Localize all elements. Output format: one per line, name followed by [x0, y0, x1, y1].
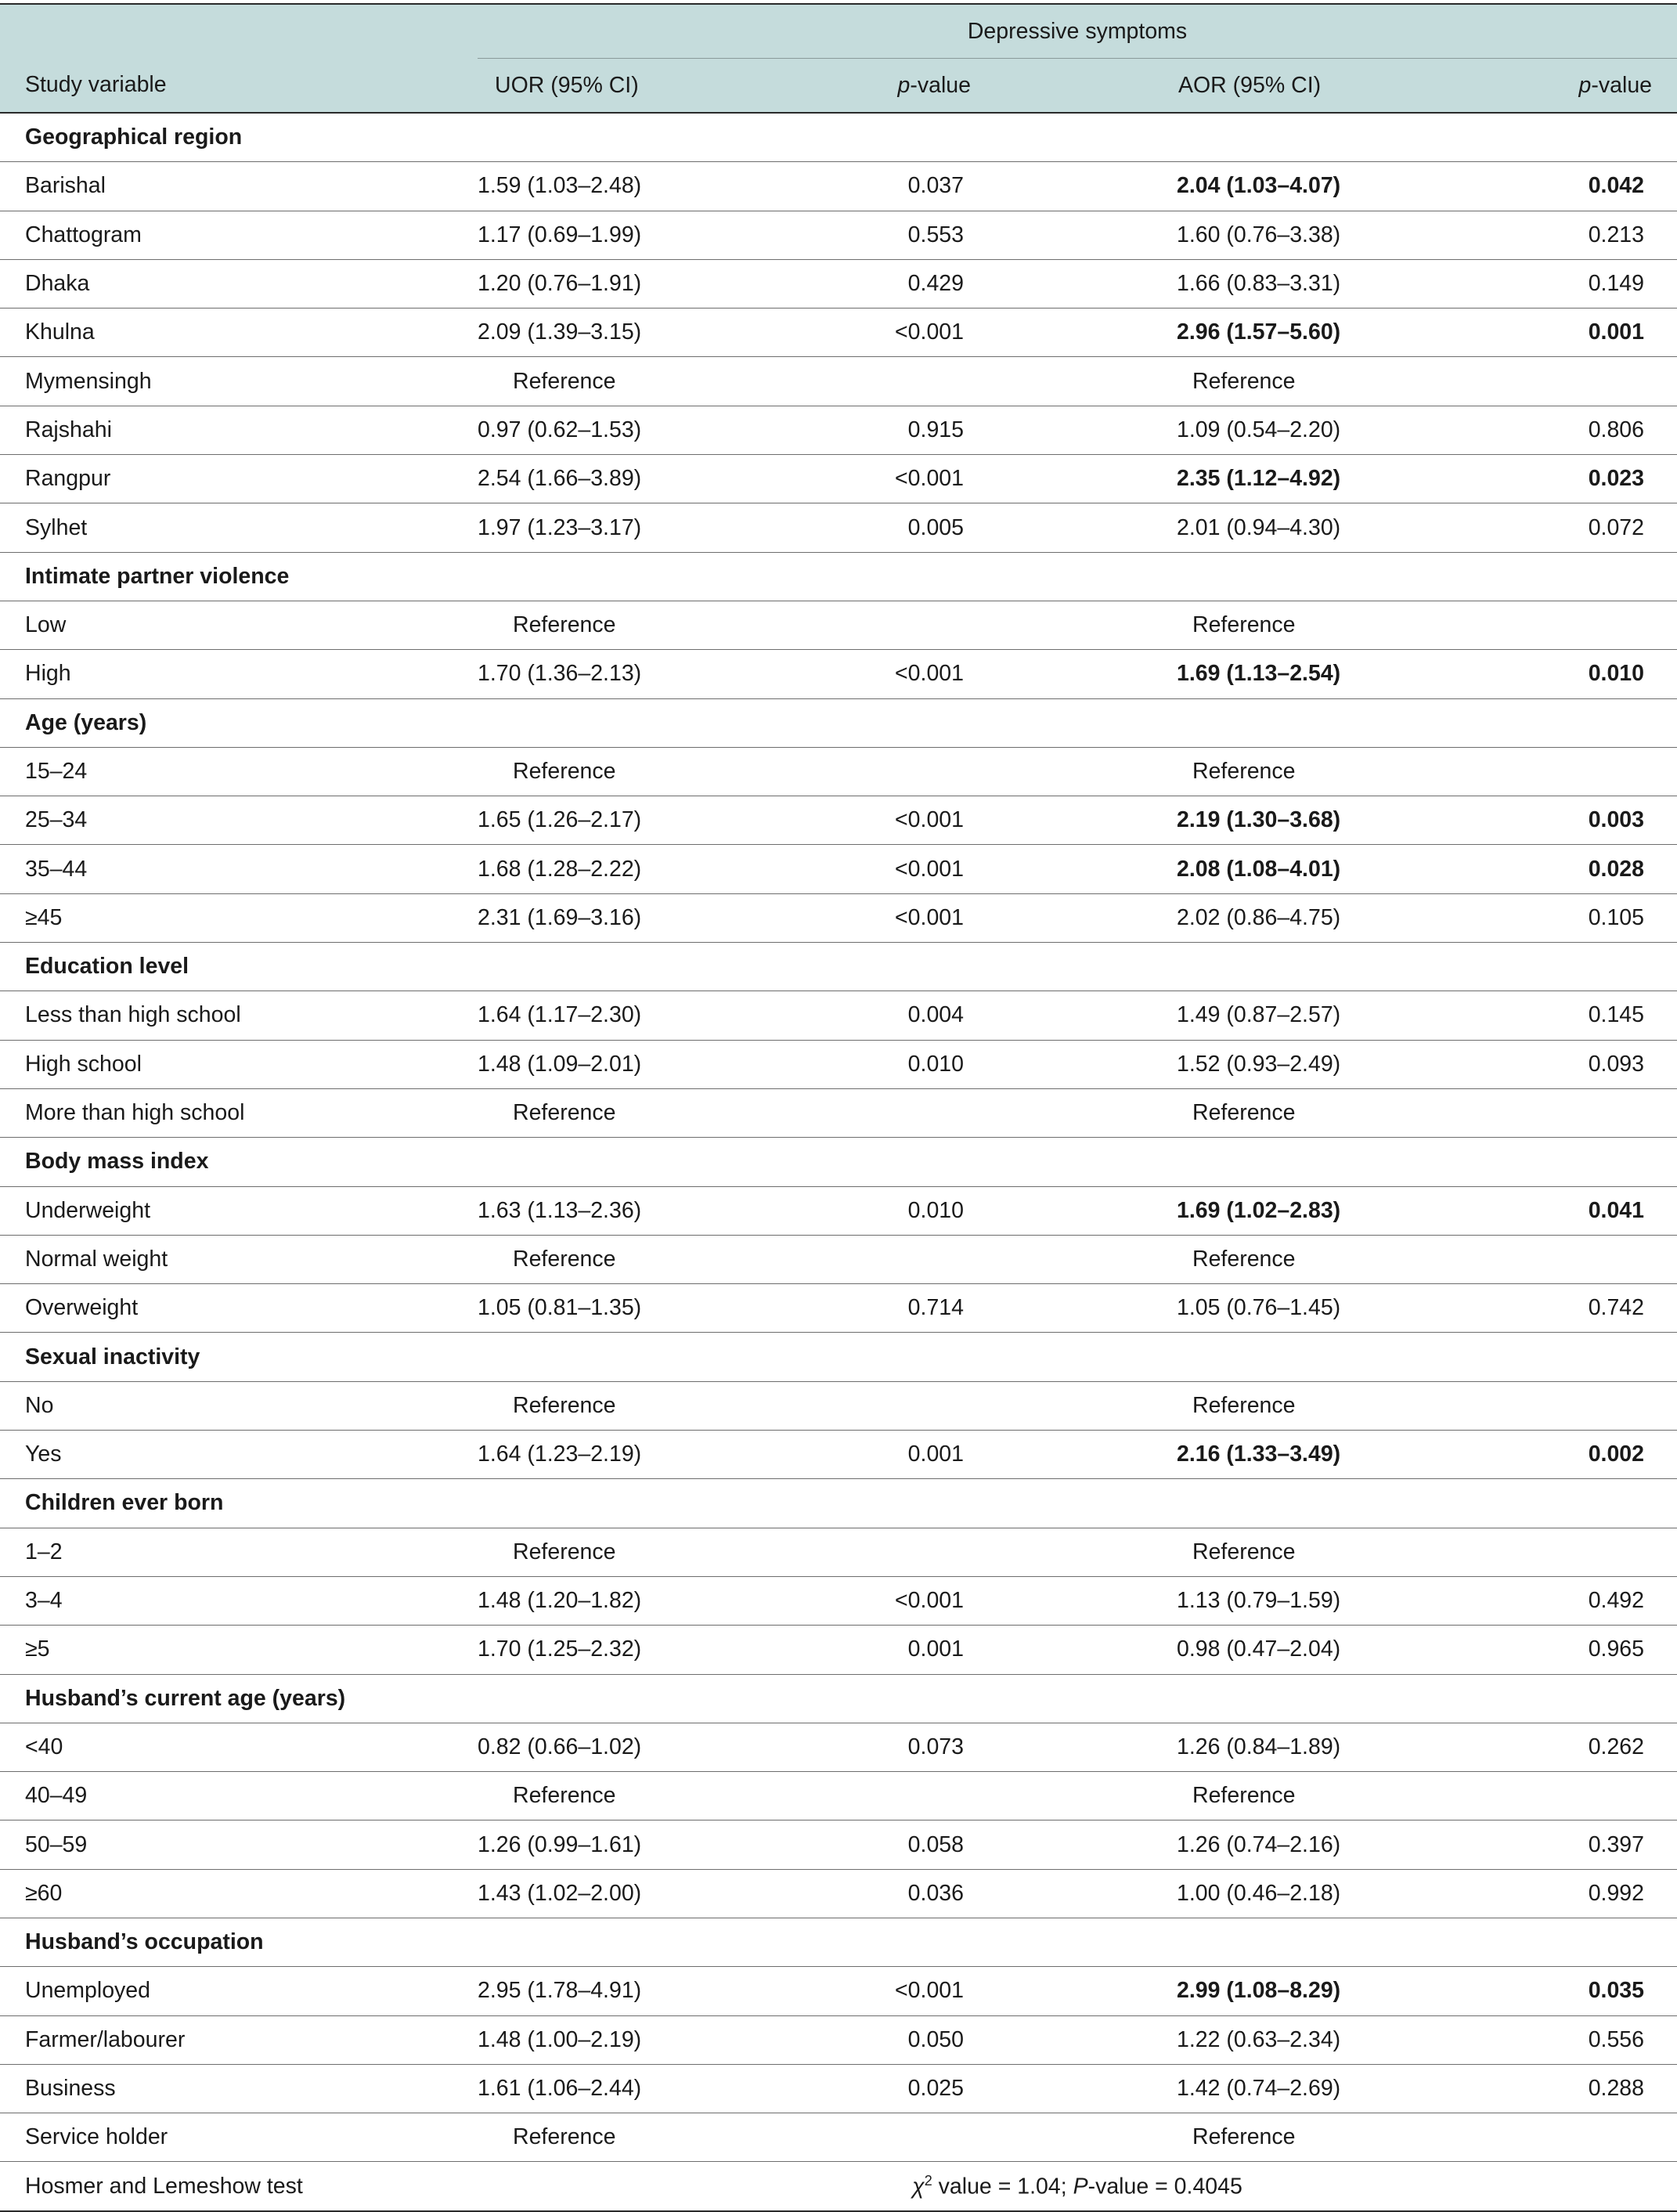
aor-value: 1.69 (1.13–2.54) — [971, 650, 1425, 698]
aor-value: 1.42 (0.74–2.69) — [971, 2064, 1425, 2113]
uor-value: 2.54 (1.66–3.89) — [478, 455, 830, 503]
p-value-uor: 0.010 — [830, 1186, 971, 1235]
uor-value: 1.48 (1.20–1.82) — [478, 1576, 830, 1625]
aor-value: 1.60 (0.76–3.38) — [971, 211, 1425, 259]
header-p-value-uor: p-value — [830, 59, 971, 114]
p-value-uor: 0.001 — [830, 1431, 971, 1479]
p-value-uor: 0.429 — [830, 259, 971, 308]
row-label: 1–2 — [0, 1528, 478, 1576]
p-value-uor: 0.037 — [830, 162, 971, 211]
row-label: 25–34 — [0, 796, 478, 845]
table-row — [0, 259, 1677, 308]
chi-exponent: 2 — [924, 2172, 932, 2189]
table-row — [0, 1284, 1677, 1333]
p-value-uor: 0.050 — [830, 2015, 971, 2064]
category-label: Education level — [0, 943, 1677, 991]
aor-value: 2.16 (1.33–3.49) — [971, 1431, 1425, 1479]
header-aor: AOR (95% CI) — [971, 59, 1425, 114]
table-row — [0, 1576, 1677, 1625]
p-value-uor: <0.001 — [830, 845, 971, 893]
table-row — [0, 1723, 1677, 1771]
p-value-uor: 0.005 — [830, 503, 971, 552]
table-row — [0, 1186, 1677, 1235]
p-value-aor-empty — [1425, 1381, 1677, 1430]
p-value-aor: 0.742 — [1425, 1284, 1677, 1333]
p-value-uor-empty — [830, 601, 971, 649]
p-value-aor: 0.965 — [1425, 1626, 1677, 1674]
reference-row — [0, 1772, 1677, 1820]
aor-value: 2.01 (0.94–4.30) — [971, 503, 1425, 552]
uor-value: 1.63 (1.13–2.36) — [478, 1186, 830, 1235]
p-value-aor: 0.149 — [1425, 259, 1677, 308]
header-p-value-aor: p-value — [1425, 59, 1677, 114]
row-label: 15–24 — [0, 747, 478, 796]
aor-value: 2.99 (1.08–8.29) — [971, 1967, 1425, 2015]
category-row — [0, 1138, 1677, 1186]
p-value-uor-empty — [830, 1772, 971, 1820]
uor-value: 2.31 (1.69–3.16) — [478, 893, 830, 942]
uor-reference: Reference — [478, 1088, 830, 1137]
row-label: Rajshahi — [0, 406, 478, 454]
row-label: Mymensingh — [0, 357, 478, 406]
row-label: Barishal — [0, 162, 478, 211]
row-label: Overweight — [0, 1284, 478, 1333]
table-row — [0, 2064, 1677, 2113]
p-value-uor: 0.004 — [830, 991, 971, 1040]
table-row — [0, 1967, 1677, 2015]
table-row — [0, 1820, 1677, 1869]
aor-value: 1.52 (0.93–2.49) — [971, 1040, 1425, 1088]
chi-value: value = 1.04; — [932, 2174, 1073, 2199]
aor-value: 1.05 (0.76–1.45) — [971, 1284, 1425, 1333]
table-row — [0, 1869, 1677, 1918]
p-value-uor: <0.001 — [830, 893, 971, 942]
p-value-uor: <0.001 — [830, 309, 971, 357]
aor-reference: Reference — [971, 747, 1425, 796]
category-row — [0, 1918, 1677, 1966]
category-row — [0, 113, 1677, 162]
p-value-aor: 0.992 — [1425, 1869, 1677, 1918]
aor-value: 1.22 (0.63–2.34) — [971, 2015, 1425, 2064]
p-value-aor: 0.213 — [1425, 211, 1677, 259]
reference-row — [0, 2113, 1677, 2162]
row-label: Unemployed — [0, 1967, 478, 2015]
aor-value: 2.19 (1.30–3.68) — [971, 796, 1425, 845]
uor-value: 1.70 (1.36–2.13) — [478, 650, 830, 698]
row-label: Dhaka — [0, 259, 478, 308]
uor-value: 1.17 (0.69–1.99) — [478, 211, 830, 259]
p-value-uor: <0.001 — [830, 455, 971, 503]
footer-label: Hosmer and Lemeshow test — [0, 2162, 478, 2211]
aor-value: 2.08 (1.08–4.01) — [971, 845, 1425, 893]
p-value-uor: 0.714 — [830, 1284, 971, 1333]
table-row — [0, 503, 1677, 552]
category-label: Age (years) — [0, 698, 1677, 747]
uor-value: 1.59 (1.03–2.48) — [478, 162, 830, 211]
p-value-aor-empty — [1425, 1528, 1677, 1576]
aor-reference: Reference — [971, 1088, 1425, 1137]
p-value-uor-empty — [830, 2113, 971, 2162]
category-label: Body mass index — [0, 1138, 1677, 1186]
table-row — [0, 455, 1677, 503]
reference-row — [0, 1528, 1677, 1576]
p-value-aor: 0.010 — [1425, 650, 1677, 698]
p-value-uor: 0.058 — [830, 1820, 971, 1869]
table-row — [0, 406, 1677, 454]
header-uor: UOR (95% CI) — [478, 59, 830, 114]
category-row — [0, 552, 1677, 601]
row-label: ≥60 — [0, 1869, 478, 1918]
uor-value: 1.70 (1.25–2.32) — [478, 1626, 830, 1674]
reference-row — [0, 747, 1677, 796]
header-depressive-symptoms: Depressive symptoms — [478, 4, 1677, 59]
table-row — [0, 1431, 1677, 1479]
category-label: Intimate partner violence — [0, 552, 1677, 601]
uor-value: 1.64 (1.17–2.30) — [478, 991, 830, 1040]
uor-value: 1.64 (1.23–2.19) — [478, 1431, 830, 1479]
uor-value: 1.43 (1.02–2.00) — [478, 1869, 830, 1918]
p-value-uor: <0.001 — [830, 1576, 971, 1625]
row-label: 35–44 — [0, 845, 478, 893]
aor-value: 1.49 (0.87–2.57) — [971, 991, 1425, 1040]
p-value-aor: 0.806 — [1425, 406, 1677, 454]
p-value-aor: 0.145 — [1425, 991, 1677, 1040]
p-value-aor-empty — [1425, 357, 1677, 406]
p-letter: P — [1073, 2174, 1088, 2199]
category-label: Husband’s occupation — [0, 1918, 1677, 1966]
chi-symbol: χ — [912, 2174, 925, 2199]
row-label: ≥5 — [0, 1626, 478, 1674]
row-label: High — [0, 650, 478, 698]
p-value-aor-empty — [1425, 2113, 1677, 2162]
p-value-uor: 0.915 — [830, 406, 971, 454]
uor-value: 2.09 (1.39–3.15) — [478, 309, 830, 357]
aor-value: 1.26 (0.84–1.89) — [971, 1723, 1425, 1771]
uor-reference: Reference — [478, 1528, 830, 1576]
uor-reference: Reference — [478, 601, 830, 649]
p-value-uor: 0.036 — [830, 1869, 971, 1918]
uor-value: 1.48 (1.00–2.19) — [478, 2015, 830, 2064]
p-value-aor-empty — [1425, 747, 1677, 796]
uor-reference: Reference — [478, 2113, 830, 2162]
aor-value: 1.00 (0.46–2.18) — [971, 1869, 1425, 1918]
aor-value: 2.96 (1.57–5.60) — [971, 309, 1425, 357]
uor-value: 1.20 (0.76–1.91) — [478, 259, 830, 308]
row-label: 3–4 — [0, 1576, 478, 1625]
p-value-uor: 0.010 — [830, 1040, 971, 1088]
reference-row — [0, 1235, 1677, 1283]
aor-reference: Reference — [971, 357, 1425, 406]
aor-value: 1.69 (1.02–2.83) — [971, 1186, 1425, 1235]
p-value-uor: <0.001 — [830, 1967, 971, 2015]
p-value-aor-empty — [1425, 1772, 1677, 1820]
row-label: Normal weight — [0, 1235, 478, 1283]
aor-reference: Reference — [971, 1235, 1425, 1283]
aor-value: 2.02 (0.86–4.75) — [971, 893, 1425, 942]
row-label: Low — [0, 601, 478, 649]
p-value-uor-empty — [830, 1235, 971, 1283]
p-value-aor: 0.003 — [1425, 796, 1677, 845]
p-value-aor: 0.041 — [1425, 1186, 1677, 1235]
aor-value: 1.09 (0.54–2.20) — [971, 406, 1425, 454]
category-label: Geographical region — [0, 113, 1677, 162]
uor-reference: Reference — [478, 747, 830, 796]
aor-value: 0.98 (0.47–2.04) — [971, 1626, 1425, 1674]
p-value-aor: 0.072 — [1425, 503, 1677, 552]
aor-value: 2.35 (1.12–4.92) — [971, 455, 1425, 503]
p-value-uor-empty — [830, 357, 971, 406]
uor-reference: Reference — [478, 1772, 830, 1820]
table-row — [0, 650, 1677, 698]
aor-reference: Reference — [971, 1528, 1425, 1576]
row-label: Rangpur — [0, 455, 478, 503]
row-label: Underweight — [0, 1186, 478, 1235]
p-value-uor-empty — [830, 1381, 971, 1430]
table-row — [0, 893, 1677, 942]
p-value-aor: 0.035 — [1425, 1967, 1677, 2015]
aor-reference: Reference — [971, 601, 1425, 649]
table-body — [0, 113, 1677, 2211]
p-value-aor: 0.042 — [1425, 162, 1677, 211]
row-label: Yes — [0, 1431, 478, 1479]
row-label: 40–49 — [0, 1772, 478, 1820]
uor-value: 1.97 (1.23–3.17) — [478, 503, 830, 552]
uor-value: 0.97 (0.62–1.53) — [478, 406, 830, 454]
row-label: Chattogram — [0, 211, 478, 259]
row-label: 50–59 — [0, 1820, 478, 1869]
uor-reference: Reference — [478, 1381, 830, 1430]
category-label: Husband’s current age (years) — [0, 1674, 1677, 1723]
p-value-uor: <0.001 — [830, 796, 971, 845]
table-row — [0, 1626, 1677, 1674]
table-row — [0, 796, 1677, 845]
p-value-uor: 0.073 — [830, 1723, 971, 1771]
p-value-aor: 0.023 — [1425, 455, 1677, 503]
p-value-text: -value = 0.4045 — [1087, 2174, 1242, 2199]
p-value-uor: 0.553 — [830, 211, 971, 259]
category-row — [0, 698, 1677, 747]
reference-row — [0, 357, 1677, 406]
table-row — [0, 991, 1677, 1040]
table-row — [0, 2015, 1677, 2064]
table-row — [0, 162, 1677, 211]
aor-value: 1.26 (0.74–2.16) — [971, 1820, 1425, 1869]
row-label: Khulna — [0, 309, 478, 357]
uor-value: 1.68 (1.28–2.22) — [478, 845, 830, 893]
footer-row — [0, 2162, 1677, 2211]
table-row — [0, 1040, 1677, 1088]
p-value-aor: 0.397 — [1425, 1820, 1677, 1869]
p-value-uor: 0.025 — [830, 2064, 971, 2113]
category-row — [0, 1479, 1677, 1528]
p-value-aor: 0.105 — [1425, 893, 1677, 942]
row-label: Service holder — [0, 2113, 478, 2162]
row-label: High school — [0, 1040, 478, 1088]
uor-value: 2.95 (1.78–4.91) — [478, 1967, 830, 2015]
row-label: <40 — [0, 1723, 478, 1771]
category-row — [0, 1333, 1677, 1381]
row-label: Farmer/labourer — [0, 2015, 478, 2064]
uor-reference: Reference — [478, 1235, 830, 1283]
uor-value: 1.61 (1.06–2.44) — [478, 2064, 830, 2113]
p-value-uor-empty — [830, 1528, 971, 1576]
reference-row — [0, 601, 1677, 649]
reference-row — [0, 1381, 1677, 1430]
p-value-uor-empty — [830, 1088, 971, 1137]
row-label: Business — [0, 2064, 478, 2113]
p-value-aor: 0.288 — [1425, 2064, 1677, 2113]
table-row — [0, 211, 1677, 259]
uor-value: 1.65 (1.26–2.17) — [478, 796, 830, 845]
aor-reference: Reference — [971, 1772, 1425, 1820]
p-value-aor: 0.028 — [1425, 845, 1677, 893]
aor-reference: Reference — [971, 1381, 1425, 1430]
header-study-variable: Study variable — [0, 4, 478, 113]
p-value-aor: 0.556 — [1425, 2015, 1677, 2064]
uor-value: 1.26 (0.99–1.61) — [478, 1820, 830, 1869]
p-value-aor: 0.262 — [1425, 1723, 1677, 1771]
p-value-aor: 0.093 — [1425, 1040, 1677, 1088]
p-value-uor: <0.001 — [830, 650, 971, 698]
hosmer-lemeshow-result — [478, 2162, 1677, 2211]
aor-value: 1.13 (0.79–1.59) — [971, 1576, 1425, 1625]
uor-value: 1.05 (0.81–1.35) — [478, 1284, 830, 1333]
table-row — [0, 845, 1677, 893]
row-label: More than high school — [0, 1088, 478, 1137]
p-value-aor-empty — [1425, 1235, 1677, 1283]
row-label: ≥45 — [0, 893, 478, 942]
row-label: Less than high school — [0, 991, 478, 1040]
category-label: Sexual inactivity — [0, 1333, 1677, 1381]
uor-value: 0.82 (0.66–1.02) — [478, 1723, 830, 1771]
p-value-uor-empty — [830, 747, 971, 796]
uor-reference: Reference — [478, 357, 830, 406]
row-label: No — [0, 1381, 478, 1430]
table-row — [0, 309, 1677, 357]
category-label: Children ever born — [0, 1479, 1677, 1528]
p-value-aor: 0.001 — [1425, 309, 1677, 357]
p-value-uor: 0.001 — [830, 1626, 971, 1674]
p-value-aor-empty — [1425, 601, 1677, 649]
p-value-aor-empty — [1425, 1088, 1677, 1137]
p-value-aor: 0.492 — [1425, 1576, 1677, 1625]
regression-table — [0, 3, 1677, 2212]
aor-value: 2.04 (1.03–4.07) — [971, 162, 1425, 211]
p-value-aor: 0.002 — [1425, 1431, 1677, 1479]
aor-reference: Reference — [971, 2113, 1425, 2162]
aor-value: 1.66 (0.83–3.31) — [971, 259, 1425, 308]
category-row — [0, 1674, 1677, 1723]
category-row — [0, 943, 1677, 991]
row-label: Sylhet — [0, 503, 478, 552]
reference-row — [0, 1088, 1677, 1137]
uor-value: 1.48 (1.09–2.01) — [478, 1040, 830, 1088]
